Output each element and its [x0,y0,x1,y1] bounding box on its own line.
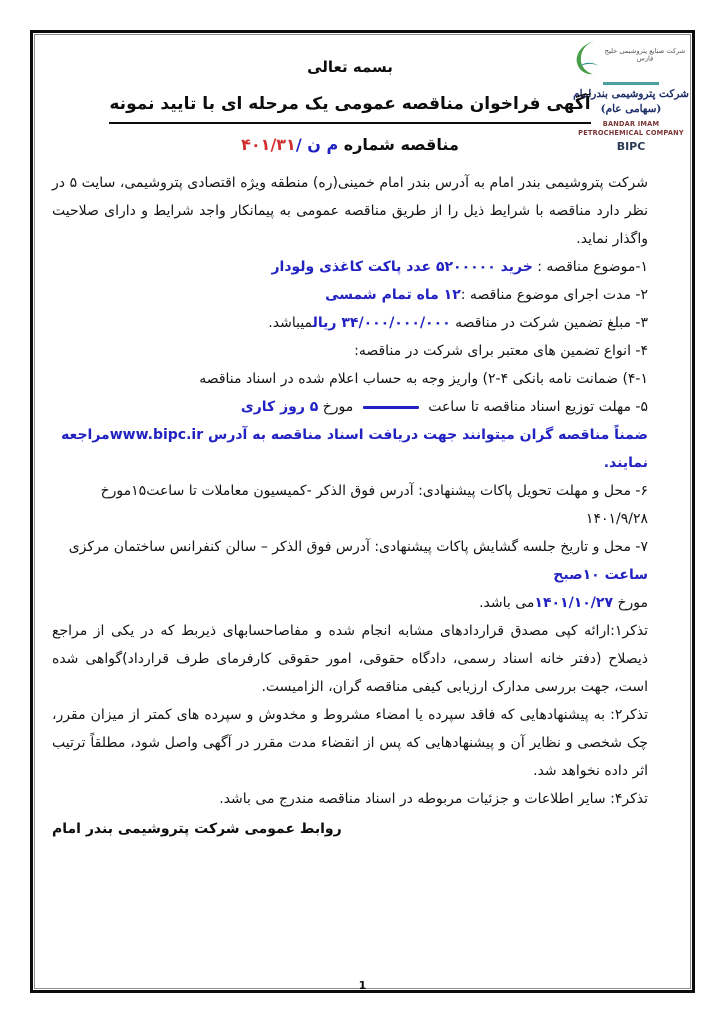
logo-company-name-en: BANDAR IMAM PETROCHEMICAL COMPANY [578,120,684,137]
item1-label: ۱-موضوع مناقصه : [532,259,648,275]
besmeleh-heading: بسمه تعالی [307,58,393,76]
item5-label: ۵- مهلت توزیع اسناد مناقصه تا ساعت [423,399,648,415]
item5-value: ۵ روز کاری [240,399,319,415]
item7-label: ۷- محل و تاریخ جلسه گشایش پاکات پیشنهادی: آدرس فوق الذکر – سالن کنفرانس ساختمان مرکزی [68,539,648,555]
item7-date-label: مورخ [613,595,648,611]
blank-time-dash [363,406,419,409]
announcement-title [52,90,648,124]
tender-number-value: ۴۰۱/۳۱ [241,135,296,154]
item7-date: ۱۴۰۱/۱۰/۲۷ [534,595,614,611]
tender-item-5-note: ضمناً مناقصه گران میتوانند جهت دریافت اسناد مناقصه به آدرس www.bipc.irمراجعه نمایند. [61,427,648,471]
tender-item-4-sub: ۴-۱) ضمانت نامه بانکی ۴-۲) واریز وجه به حساب اعلام شده در اسناد مناقصه [199,371,648,387]
item5-mid: مورخ [318,399,358,415]
item3-value: ۳۴/۰۰۰/۰۰۰/۰۰۰ ریال [312,315,451,331]
logo-abbreviation: BIPC [616,140,646,153]
intro-paragraph: شرکت پتروشیمی بندر امام به آدرس بندر امام خمینی(ره) منطقه ویژه اقتصادی پتروشیمی، سایت ۵ در نظر دارد مناقصه با شرایط ذیل را از طریق مناقصه عمومی به پیمانکار واجد شرایط و دارای صلاحیت واگذار نماید. [52,175,648,247]
item2-label: ۲- مدت اجرای موضوع مناقصه : [460,287,648,303]
page-number: 1 [358,979,367,992]
tender-item-3 [52,309,648,337]
logo-parent-company-text: شرکت صنایع پتروشیمی خلیج فارس [604,47,686,63]
page-border-frame [30,30,695,993]
item7-suffix: می باشد. [479,595,535,611]
tender-number-label: مناقصه شماره [338,135,459,154]
item2-value: ۱۲ ماه تمام شمسی [325,287,461,303]
tender-item-5 [52,393,648,421]
tender-item-1 [52,253,648,281]
logo-company-name-fa: شرکت پتروشیمی بندرامام (سهامی عام) [573,88,689,115]
public-relations-signature: روابط عمومی شرکت پتروشیمی بندر امام [52,821,342,837]
tender-item-6: ۶- محل و مهلت تحویل پاکات پیشنهادی: آدرس فوق الذکر -کمیسیون معاملات تا ساعت۱۵مورخ ۱۴۰۱/۹/۲۸ [100,483,648,527]
tender-item-4: ۴- انواع تضمین های معتبر برای شرکت در مناقصه: [354,343,648,359]
note-4: تذکر۴: سایر اطلاعات و جزئیات مربوطه در اسناد مناقصه مندرج می باشد. [219,791,648,807]
item7-time: ساعت ۱۰صبح [553,567,648,583]
tender-item-7-date-line [52,589,648,617]
tender-number-line [52,131,648,159]
item1-value: خرید ۵۲۰۰۰۰۰ عدد پاکت کاغذی ولودار [271,259,533,275]
announcement-title-text: آگهی فراخوان مناقصه عمومی یک مرحله ای با تایید نمونه [109,90,590,124]
document-content [52,33,648,843]
tender-number-code: م ن / [295,135,339,154]
item3-suffix: میباشد. [268,315,313,331]
note-1: تذکر۱:ارائه کپی مصدق قراردادهای مشابه انجام شده و مفاصاحسابهای ذیربط که در یکی از مراجع ذیصلاح (دفتر خانه اسناد رسمی، دادگاه حقوقی، امور حقوقی کارفرمای طرف قرارداد)گواهی شده است، جهت بررسی مدارک ارزیابی کیفی مناقصه گران، الزامیست. [52,623,648,695]
tender-item-7 [52,533,648,589]
tender-item-2 [52,281,648,309]
item3-label: ۳- مبلغ تضمین شرکت در مناقصه [450,315,648,331]
note-2: تذکر۲: به پیشنهادهایی که فاقد سپرده یا امضاء مشروط و مخدوش و سپرده های کمتر از میزان مقرر، چک شخصی و نظایر آن و پیشنهادهایی که پس از انقضاء مدت مقرر در آگهی واصل شود، مطلقاً ترتیب اثر داده نخواهد شد. [52,707,648,779]
